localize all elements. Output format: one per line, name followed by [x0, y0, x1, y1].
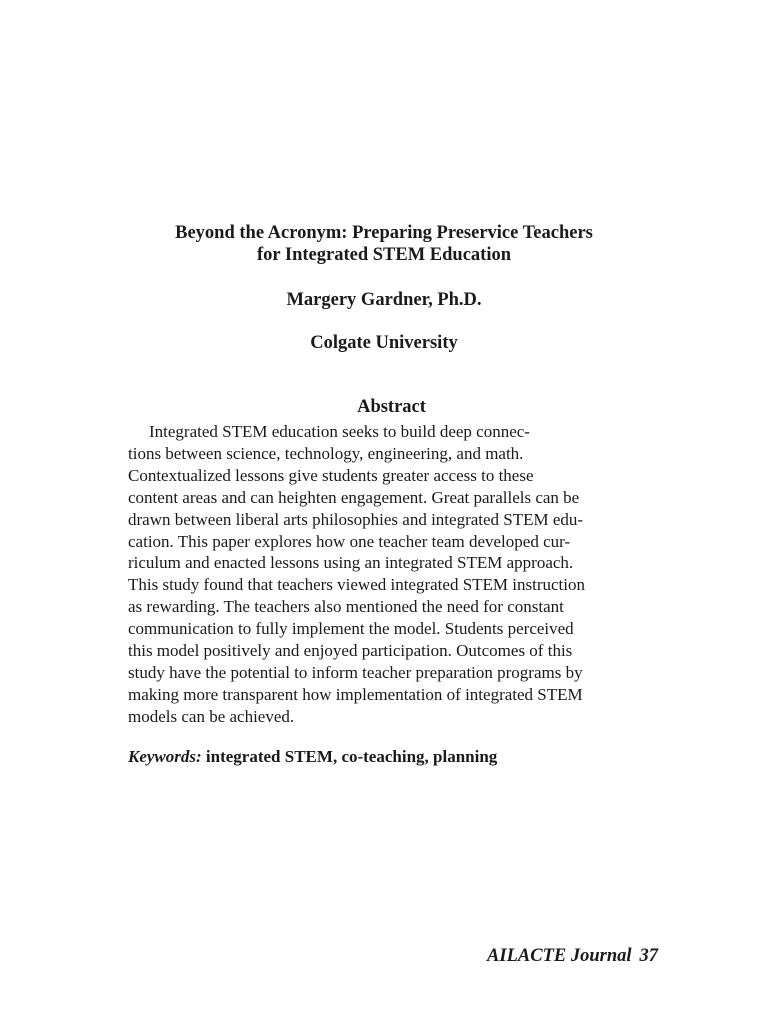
title-line: Beyond the Acronym: Preparing Preservice Teachers — [175, 223, 593, 243]
title-line: for Integrated STEM Education — [256, 245, 512, 265]
abstract-line: study have the potential to inform teacher preparation programs by — [128, 662, 583, 682]
abstract-body — [128, 421, 668, 728]
keywords-text: integrated STEM, co-teaching, planning — [205, 747, 498, 766]
abstract-heading: Abstract — [357, 397, 426, 417]
abstract-line: as rewarding. The teachers also mentioned the need for constant — [128, 597, 564, 617]
abstract-line: cation. This paper explores how one teacher team developed cur- — [128, 531, 571, 551]
abstract-line: Integrated STEM education seeks to build deep connec- — [149, 422, 530, 441]
author-name: Margery Gardner, Ph.D. — [286, 290, 482, 310]
abstract-line: models can be achieved. — [128, 706, 295, 726]
author-affiliation: Colgate University — [310, 333, 458, 353]
page-footer — [487, 945, 658, 967]
abstract-line: This study found that teachers viewed integrated STEM instruction — [128, 575, 586, 595]
page-number: 37 — [639, 946, 658, 966]
abstract-line: content areas and can heighten engagement. Great parallels can be — [128, 487, 580, 507]
abstract-line: Contextualized lessons give students greater access to these — [128, 465, 534, 485]
abstract-line: making more transparent how implementation of integrated STEM — [128, 684, 583, 704]
keywords — [128, 746, 497, 768]
abstract-line: communication to fully implement the model. Students perceived — [128, 619, 574, 639]
abstract-line: riculum and enacted lessons using an integrated STEM approach. — [128, 553, 574, 573]
paper-title — [0, 222, 768, 266]
abstract-line: this model positively and enjoyed participation. Outcomes of this — [128, 641, 573, 661]
abstract-line: drawn between liberal arts philosophies and integrated STEM edu- — [128, 509, 584, 529]
keywords-label: Keywords: — [128, 747, 202, 766]
journal-name: AILACTE Journal — [487, 946, 632, 966]
abstract-line: tions between science, technology, engineering, and math. — [128, 443, 524, 463]
